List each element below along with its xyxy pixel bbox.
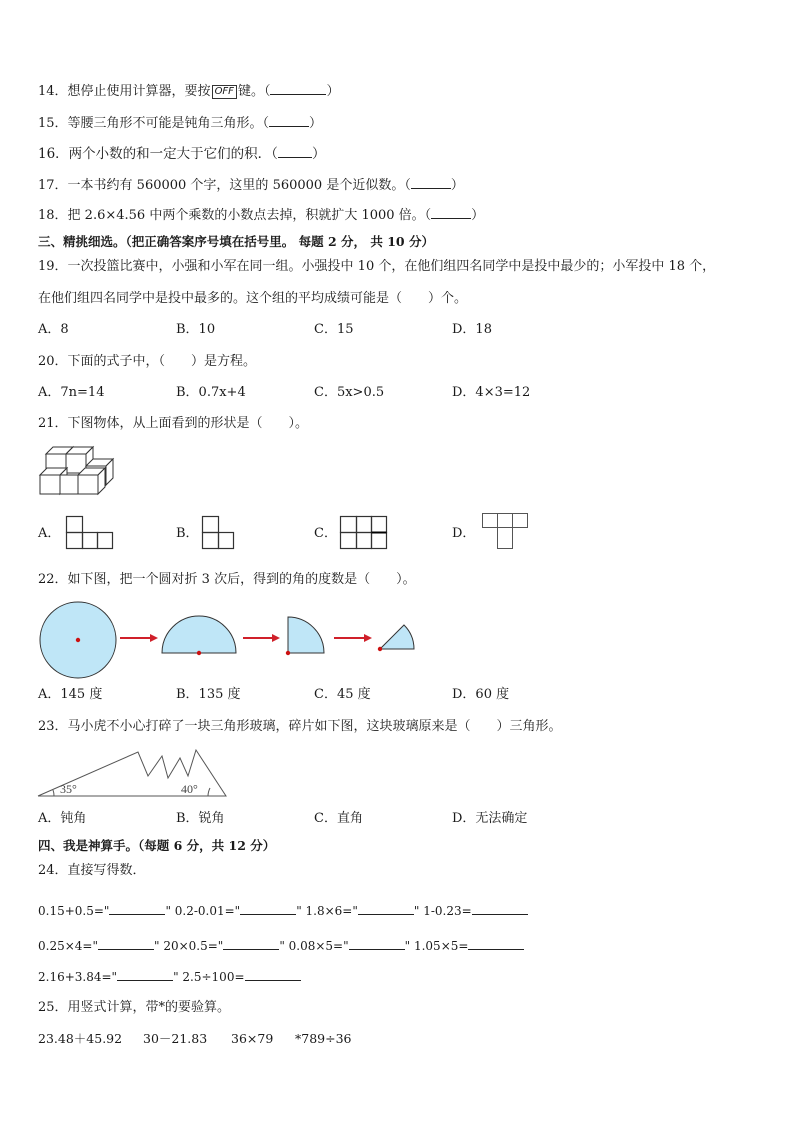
angle-35-label: 35°	[60, 782, 77, 796]
answer-blank-16[interactable]	[278, 145, 312, 158]
calc-blank[interactable]	[240, 902, 296, 915]
quarter-circle	[288, 617, 324, 653]
q14-close-paren: ）	[326, 84, 340, 99]
calc-2-2: " 20×0.5="	[153, 939, 224, 953]
calc-1-2: " 0.2-0.01="	[165, 904, 241, 918]
q14-text-before: 想停止使用计算器，要按	[67, 84, 211, 99]
question-21: 21．下图物体，从上面看到的形状是（ ）。	[38, 416, 309, 431]
q16-close-paren: ）	[311, 146, 326, 162]
q14-number: 14．	[38, 84, 68, 99]
calc-blank[interactable]	[245, 968, 301, 981]
answer-blank-17[interactable]	[411, 176, 451, 189]
calc-1-4: " 1-0.23=	[413, 904, 472, 918]
circle-folding-figure	[38, 600, 428, 680]
question-22: 22．如下图，把一个圆对折 3 次后，得到的角的度数是（ ）。	[38, 572, 416, 587]
q25-item-3: 36×79	[231, 1031, 274, 1046]
calc-blank[interactable]	[98, 937, 154, 950]
calc-2-4: " 1.05×5=	[404, 939, 469, 953]
question-15	[38, 114, 322, 133]
quarter-dot	[286, 651, 290, 655]
q20-option-b[interactable]: B．0.7x+4	[176, 385, 246, 400]
question-25-title: 25．用竖式计算，带*的要验算。	[38, 1000, 231, 1015]
q23-option-d[interactable]: D．无法确定	[452, 811, 528, 826]
q21-shape-d	[482, 513, 530, 551]
arrow-3-head	[364, 634, 372, 642]
q21-shape-b	[202, 516, 236, 550]
question-14	[38, 82, 339, 101]
q19-line-1: 19．一次投篮比赛中，小强和小军在同一组。小强投中 10 个，在他们组四名同学中是投中最少的；小军投中 18 个，	[38, 259, 716, 274]
semicircle	[162, 616, 236, 653]
q19-line-2: 在他们组四名同学中是投中最多的。这个组的平均成绩可能是（ ）个。	[38, 291, 468, 306]
q15-text: 15．等腰三角形不可能是钝角三角形。（	[38, 116, 270, 131]
q21-option-c[interactable]: C．	[314, 526, 337, 541]
q24-row-3	[38, 968, 301, 986]
q23-option-a[interactable]: A．钝角	[38, 811, 87, 826]
calc-blank[interactable]	[223, 937, 279, 950]
calc-blank[interactable]	[109, 902, 165, 915]
calc-3-1: 2.16+3.84="	[38, 970, 118, 984]
question-17	[38, 176, 464, 195]
question-20: 20．下面的式子中，（ ）是方程。	[38, 354, 257, 369]
q19-option-b[interactable]: B．10	[176, 322, 216, 337]
q22-option-a[interactable]: A．145 度	[38, 687, 103, 702]
eighth-circle	[380, 625, 414, 649]
eighth-dot	[378, 647, 382, 651]
question-24-title: 24．直接写得数．	[38, 863, 146, 878]
calc-blank[interactable]	[349, 937, 405, 950]
q17-text: 17．一本书约有 560000 个字，这里的 560000 是个近似数。（	[38, 178, 411, 193]
section-4-heading: 四、我是神算手。（每题 6 分，共 12 分）	[38, 838, 276, 853]
q18-close-paren: ）	[471, 208, 485, 223]
q21-shape-c	[340, 516, 388, 550]
off-key: OFF	[212, 85, 237, 99]
q21-shape-a	[66, 516, 114, 550]
question-16	[38, 145, 325, 163]
q14-text-after: 键。（	[237, 84, 271, 99]
answer-blank-18[interactable]	[431, 206, 471, 219]
q19-option-a[interactable]: A．8	[38, 322, 69, 337]
q16-text: 16．两个小数的和一定大于它们的积．（	[38, 146, 278, 162]
q23-option-b[interactable]: B．锐角	[176, 811, 225, 826]
answer-blank-15[interactable]	[269, 114, 309, 127]
calc-1-1: 0.15+0.5="	[38, 904, 110, 918]
q21-option-a[interactable]: A．	[38, 526, 61, 541]
q17-close-paren: ）	[450, 178, 464, 193]
question-18	[38, 206, 484, 225]
calc-3-2: " 2.5÷100=	[173, 970, 245, 984]
calc-blank[interactable]	[358, 902, 414, 915]
q24-row-2	[38, 937, 524, 955]
q24-row-1	[38, 902, 528, 920]
calc-blank[interactable]	[472, 902, 528, 915]
q20-option-c[interactable]: C．5x>0.5	[314, 385, 385, 400]
q25-item-4: *789÷36	[295, 1031, 352, 1046]
angle-40-label: 40°	[181, 782, 198, 796]
q25-item-1: 23.48＋45.92	[38, 1031, 123, 1046]
q25-item-2: 30－21.83	[143, 1031, 208, 1046]
q18-text: 18．把 2.6×4.56 中两个乘数的小数点去掉，积就扩大 1000 倍。（	[38, 208, 432, 223]
q19-option-d[interactable]: D．18	[452, 322, 492, 337]
q20-option-d[interactable]: D．4×3=12	[452, 385, 531, 400]
cube-stack-figure	[38, 446, 122, 496]
calc-blank[interactable]	[468, 937, 524, 950]
section-3-heading: 三、精挑细选。（把正确答案序号填在括号里。 每题 2 分， 共 10 分）	[38, 234, 434, 249]
q22-option-c[interactable]: C．45 度	[314, 687, 371, 702]
semicircle-dot	[197, 651, 201, 655]
arrow-2-head	[272, 634, 280, 642]
q21-option-d[interactable]: D．	[452, 526, 476, 541]
q21-option-b[interactable]: B．	[176, 526, 199, 541]
arrow-1-head	[150, 634, 158, 642]
answer-blank-14[interactable]	[270, 82, 326, 95]
q22-option-b[interactable]: B．135 度	[176, 687, 241, 702]
center-dot	[76, 638, 80, 642]
calc-2-3: " 0.08×5="	[279, 939, 349, 953]
q20-option-a[interactable]: A．7n=14	[38, 385, 105, 400]
q23-option-c[interactable]: C．直角	[314, 811, 363, 826]
question-23: 23．马小虎不小心打碎了一块三角形玻璃，碎片如下图，这块玻璃原来是（ ）三角形。	[38, 719, 562, 734]
broken-glass-figure	[38, 748, 228, 798]
calc-2-1: 0.25×4="	[38, 939, 98, 953]
q19-option-c[interactable]: C．15	[314, 322, 354, 337]
q15-close-paren: ）	[309, 116, 323, 131]
calc-blank[interactable]	[117, 968, 173, 981]
q22-option-d[interactable]: D．60 度	[452, 687, 510, 702]
calc-1-3: " 1.8×6="	[296, 904, 358, 918]
